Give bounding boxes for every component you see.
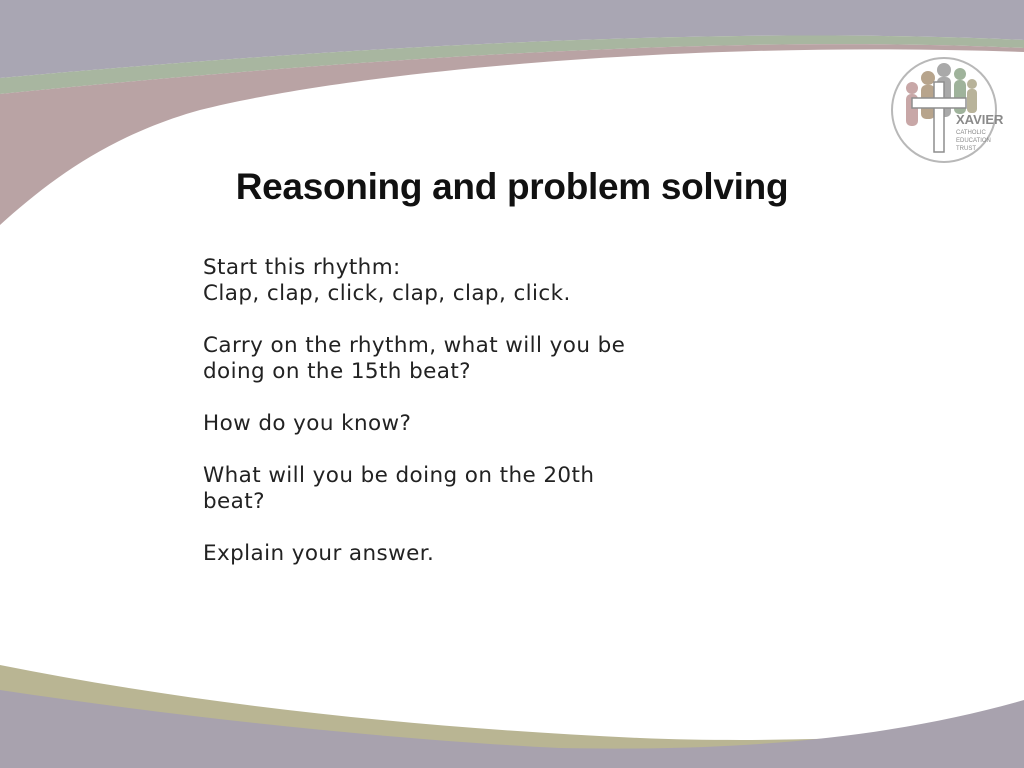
xavier-trust-logo-icon: [888, 54, 1018, 166]
logo-name: XAVIER: [956, 112, 1004, 127]
paragraph-start-rhythm: [203, 255, 843, 307]
paragraph-explain-answer: [203, 541, 843, 567]
body-line: Start this rhythm:: [203, 255, 401, 280]
body-line: doing on the 15th beat?: [203, 359, 471, 384]
body-line: beat?: [203, 489, 265, 514]
body-line: Clap, clap, click, clap, clap, click.: [203, 281, 571, 306]
logo-sub2: EDUCATION: [956, 138, 991, 144]
body-line: Carry on the rhythm, what will you be: [203, 333, 626, 358]
logo-sub3: TRUST: [956, 146, 976, 152]
body-line: What will you be doing on the 20th: [203, 463, 595, 488]
paragraph-20th-beat-question: [203, 463, 843, 515]
paragraph-how-do-you-know: [203, 411, 843, 437]
body-line: Explain your answer.: [203, 541, 435, 566]
slide-body: [203, 255, 843, 593]
logo-sub1: CATHOLIC: [956, 130, 986, 136]
slide-title: Reasoning and problem solving: [235, 166, 789, 207]
paragraph-15th-beat-question: [203, 333, 843, 385]
body-line: How do you know?: [203, 411, 412, 436]
